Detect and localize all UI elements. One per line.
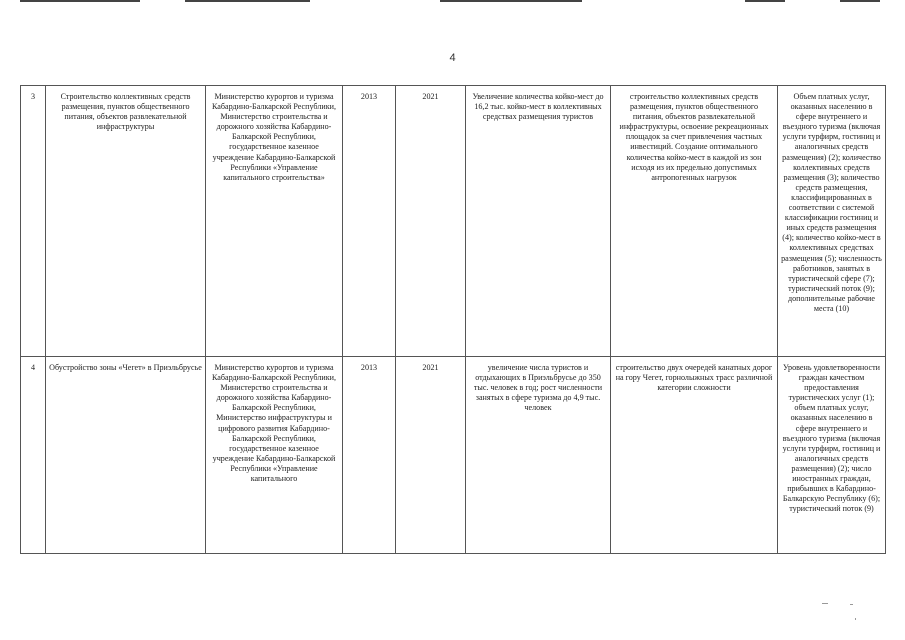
end-year: 2021 bbox=[396, 357, 466, 554]
expected-result: Увеличение количества койко-мест до 16,2 тыс. койко-мест в коллективных средствах размещения туристов bbox=[466, 86, 611, 357]
top-rule-3 bbox=[440, 0, 582, 2]
main-directions: строительство коллективных средств размещения, пунктов общественного питания, объектов развлекательной инфраструктуры, освоение рекреационных площадок за счет привлечения частных инвестиций. Создание оптимального количества койко-мест в каждой из зон исходя из их предельно допустимых антропогенных нагрузок bbox=[611, 86, 778, 357]
end-year: 2021 bbox=[396, 86, 466, 357]
row-number: 3 bbox=[21, 86, 46, 357]
scan-speck bbox=[850, 604, 853, 605]
start-year: 2013 bbox=[343, 357, 396, 554]
responsible-executors: Министерство курортов и туризма Кабардино-Балкарской Республики, Министерство строительства и дорожного хозяйства Кабардино-Балкарской Республики, Министерство инфраструктуры и цифрового развития Кабардино-Балкарской Республики, государственное казенное учреждение Кабардино-Балкарской Республики «Управление капитального bbox=[206, 357, 343, 554]
top-rule-5 bbox=[840, 0, 880, 2]
activity-name: Обустройство зоны «Чегет» в Приэльбрусье bbox=[46, 357, 206, 554]
activity-name: Строительство коллективных средств размещения, пунктов общественного питания, объектов развлекательной инфраструктуры bbox=[46, 86, 206, 357]
row-number: 4 bbox=[21, 357, 46, 554]
expected-result: увеличение числа туристов и отдыхающих в Приэльбрусье до 350 тыс. человек в год; рост численности занятых в сфере туризма до 4,9 тыс. человек bbox=[466, 357, 611, 554]
page-number: 4 bbox=[449, 52, 456, 64]
main-directions: строительство двух очередей канатных дорог на гору Чегет, горнолыжных трасс различной категории сложности bbox=[611, 357, 778, 554]
top-rule-4 bbox=[745, 0, 785, 2]
top-rule-2 bbox=[185, 0, 310, 2]
top-rule-1 bbox=[20, 0, 140, 2]
related-indicators: Объем платных услуг, оказанных населению в сфере внутреннего и въездного туризма (включая услуги турфирм, гостиниц и аналогичных средств размещения) (2); количество коллективных средств размещения (3); количество средств размещения, классифицированных в соответствии с системой классификации гостиниц и иных средств размещения (4); количество койко-мест в коллективных средствах размещения (5); численность работников, занятых в туристической сфере (7); туристический поток (9); дополнительные рабочие места (10) bbox=[778, 86, 886, 357]
related-indicators: Уровень удовлетворенности граждан качеством предоставления туристических услуг (1); объем платных услуг, оказанных населению в сфере внутреннего и въездного туризма (включая услуги турфирм, гостиниц и аналогичных средств размещения) (2); число иностранных граждан, прибывших в Кабардино-Балкарскую Республику (6); туристический поток (9) bbox=[778, 357, 886, 554]
table-row bbox=[21, 357, 886, 554]
start-year: 2013 bbox=[343, 86, 396, 357]
scan-speck bbox=[855, 618, 856, 620]
scan-speck bbox=[822, 603, 828, 604]
program-activities-table bbox=[20, 85, 886, 554]
responsible-executors: Министерство курортов и туризма Кабардино-Балкарской Республики, Министерство строительства и дорожного хозяйства Кабардино-Балкарской Республики, государственное казенное учреждение Кабардино-Балкарской Республики «Управление капитального строительства» bbox=[206, 86, 343, 357]
table-row bbox=[21, 86, 886, 357]
